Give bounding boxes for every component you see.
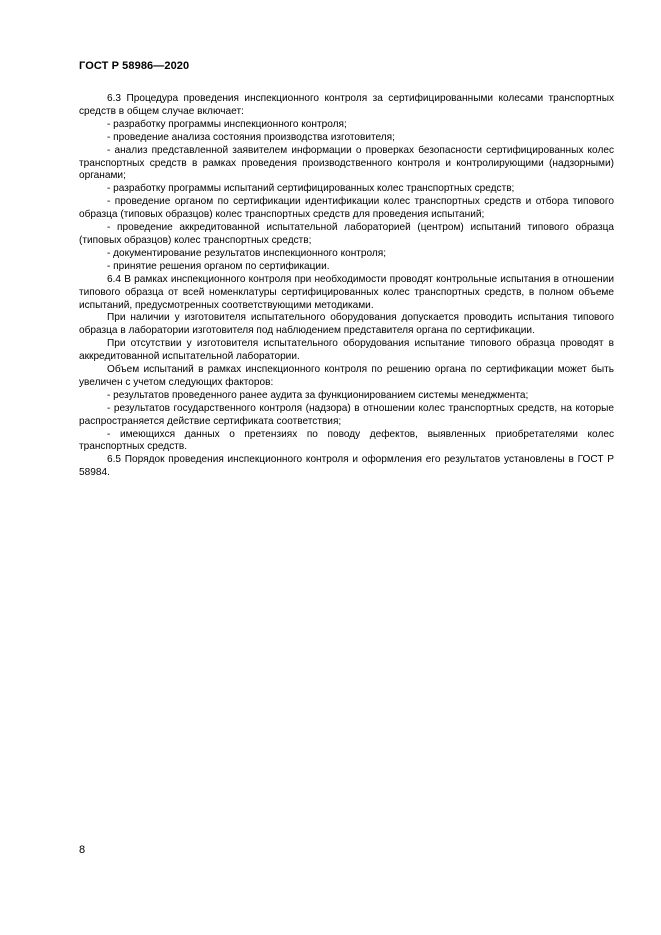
- list-item: - документирование результатов инспекционного контроля;: [107, 247, 387, 259]
- document-body: [79, 93, 614, 480]
- paragraph-6-4: 6.4 В рамках инспекционного контроля при необходимости проводят контрольные испытания в отношении типового образца от всей номенклатуры сертифицированных колес транспортных средств, в полном объеме испытаний, предусмотренных соответствующими методиками.: [79, 273, 614, 311]
- paragraph-6-5: 6.5 Порядок проведения инспекционного контроля и оформления его результатов установлены в ГОСТ Р 58984.: [79, 454, 614, 479]
- list-item: - анализ представленной заявителем информации о проверках безопасности сертифицированных колес транспортных средств в рамках проведения производственного контроля и контролирующими (надзорными) органами;: [79, 144, 614, 182]
- page-number: 8: [79, 844, 86, 856]
- list-item: - имеющихся данных о претензиях по поводу дефектов, выявленных приобретателями колес транспортных средств.: [79, 428, 614, 453]
- list-item: - принятие решения органом по сертификации.: [107, 260, 330, 272]
- paragraph: При наличии у изготовителя испытательного оборудования допускается проводить испытания типового образца в лаборатории изготовителя под наблюдением представителя органа по сертификации.: [79, 312, 614, 337]
- paragraph: Объем испытаний в рамках инспекционного контроля по решению органа по сертификации может быть увеличен с учетом следующих факторов:: [79, 364, 614, 388]
- list-item: - результатов государственного контроля (надзора) в отношении колес транспортных средств, на которые распространяется действие сертификата соответствия;: [79, 402, 614, 427]
- list-item: - результатов проведенного ранее аудита за функционированием системы менеджмента;: [107, 389, 529, 401]
- list-item: - разработку программы испытаний сертифицированных колес транспортных средств;: [107, 183, 515, 195]
- paragraph-6-3: 6.3 Процедура проведения инспекционного контроля за сертифицированными колесами транспортных средств в общем случае включает:: [79, 93, 614, 117]
- paragraph: При отсутствии у изготовителя испытательного оборудования испытание типового образца проводят в аккредитованной испытательной лаборатории.: [79, 338, 614, 363]
- list-item: - разработку программы инспекционного контроля;: [107, 118, 347, 130]
- list-item: - проведение анализа состояния производства изготовителя;: [107, 131, 395, 143]
- list-item: - проведение органом по сертификации идентификации колес транспортных средств и отбора типового образца (типовых образцов) колес транспортных средств для проведения испытаний;: [79, 196, 614, 221]
- list-item: - проведение аккредитованной испытательной лабораторией (центром) испытаний типового образца (типовых образцов) колес транспортных средств;: [79, 222, 614, 246]
- document-header: ГОСТ Р 58986—2020: [79, 60, 190, 72]
